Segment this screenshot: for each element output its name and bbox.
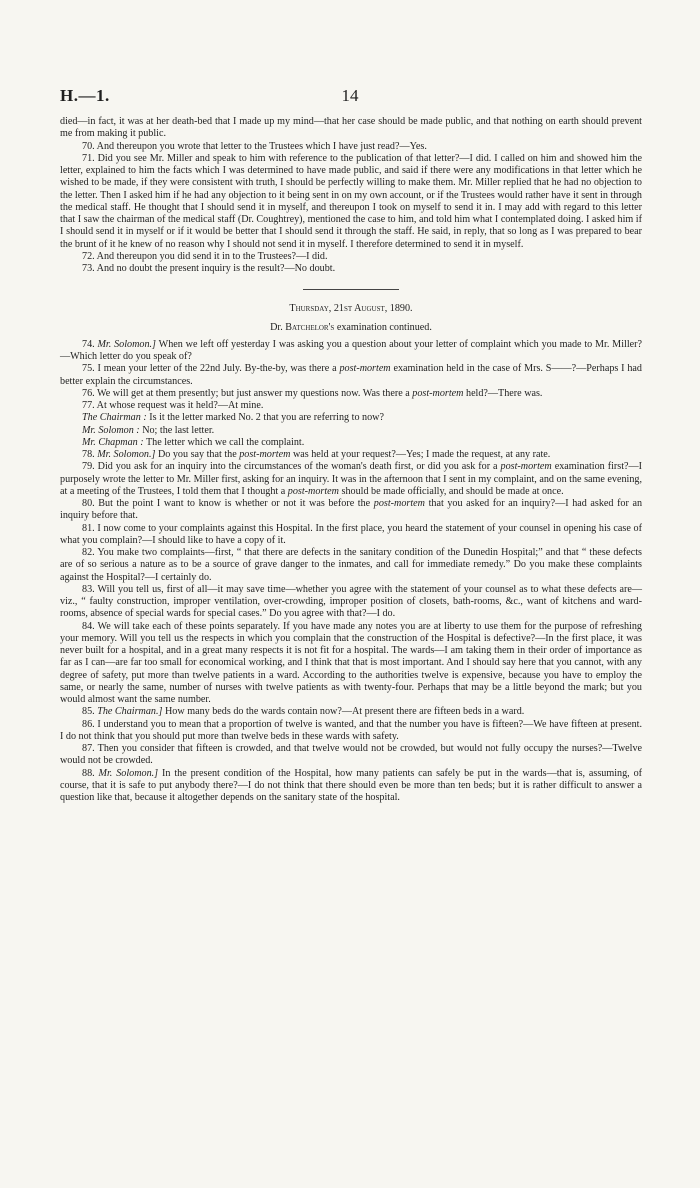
question-number: 74. [82,338,95,350]
question-number: 88. [82,767,95,779]
document-id: H.—1. [60,86,110,105]
speaker-name: Mr. Solomon : [82,424,140,436]
question-text: 79. Did you ask for an inquiry into the circumstances of the woman's death first, or did you ask for a [82,461,498,473]
speaker-name: Mr. Solomon.] [97,449,156,460]
paragraph: 73. And no doubt the present inquiry is the result?—No doubt. [82,263,336,274]
solomon-remark [60,425,642,437]
paragraph: 70. And thereupon you wrote that letter to the Trustees which I have just read?—Yes. [82,140,427,152]
question-text: held?—There was. [466,387,543,399]
question-text: When we left off yesterday I was asking you a question about your letter of complaint which you made to Mr. Miller?—Which letter do you speak of? [60,338,642,362]
emphasis-text: post-mortem [339,363,391,375]
question-text: 75. I mean your letter of the 22nd July. By-the-by, was there a [82,363,337,375]
date-heading: Thursday, 21st August, 1890. [289,303,413,315]
question-76 [60,388,642,400]
page-header [60,86,640,108]
question-text: should be made officially, and should be made at once. [341,485,564,497]
question-text: examination held in the case of Mrs. S——?—Perhaps I had better explain the circumstances. [60,363,642,387]
emphasis-text: post-mortem [239,449,291,460]
speaker-name: Mr. Solomon.] [98,767,159,779]
question-80 [60,498,642,523]
question-83: 83. Will you tell us, first of all—it may save time—whether you agree with the statement of your counsel as to what these defects are—viz., “ faulty construction, improper ventilation, over-crowding, improper position of closets, bath-rooms, &c., want of kitchens and ward-rooms, absence of special wards for special cases.” Do you agree with that?—I do. [60,583,642,620]
section-divider [303,289,399,290]
section-subheading [60,322,642,334]
subheading-name: Batchelor's [285,321,335,333]
subheading-title: Dr. [270,321,283,333]
question-text: In the present condition of the Hospital, how many patients can safely be put in the wards—that is, assuming, of course, that it is safe to put anybody there?—I do not think that there should even be more than ten beds; but it is rather difficult to answer a question like that, because it altogether depends on the sanitary state of the hospital. [60,767,643,803]
subheading-text: examination continued. [336,321,432,333]
remark-text: No; the last letter. [142,424,215,436]
speaker-name: Mr. Chapman : [82,436,144,448]
document-body [60,116,642,804]
question-text: that you asked for an inquiry?—I had asked for an inquiry before that. [60,498,643,522]
question-87: 87. Then you consider that fifteen is crowded, and that twelve would not be crowded, but would not fully occupy the nurses?—Twelve would not be crowded. [60,743,642,767]
page-number: 14 [341,86,359,105]
paragraph: 72. And thereupon you did send it in to the Trustees?—I did. [82,250,328,262]
emphasis-text: post-mortem [373,498,425,509]
remark-text: Is it the letter marked No. 2 that you are referring to now? [149,412,384,424]
question-74 [60,339,642,364]
question-75 [60,363,642,388]
emphasis-text: post-mortem [412,387,464,399]
question-text: examination first?—I purposely wrote the letter to Mr. Miller first, asking for an inquiry. It was in the afternoon that I sent in my complaint, and on the same evening, at a meeting of the Trustees, I told them that I thought a [60,461,643,497]
paragraph: died—in fact, it was at her death-bed that I made up my mind—that her case should be made public, and that nothing on earth should prevent me from making it public. [60,116,642,140]
question-78 [60,449,642,461]
question-number: 78. [82,449,95,460]
question-82: 82. You make two complaints—first, “ that there are defects in the sanitary condition of the Dunedin Hospital;” and that “ these defects are of so serious a nature as to be a source of grave danger to the inmates, and call for immediate remedy.” Do you make these complaints against the Hospital?—I certainly do. [60,547,642,583]
question-84: 84. We will take each of these points separately. If you have made any notes you are at liberty to use them for the purpose of refreshing your memory. Will you tell us the respects in which you complain that the construction of the Hospital is defective?—In the first place, it was never built for a hospital, and in a great many respects it is not fit for a hospital. The wards—I am taking them in their order of importance as far as I can—are far too small for economical working, and I think that that is most important. And I should say here that you cannot, with any degree of safety, put more than twelve patients in a ward. According to the authorities twelve is expensive, because you have to employ the same, or nearly the same, number of nurses with twelve patients as with twenty-four. Perhaps that may be a little beyond the mark; but you would almost want the same number. [60,620,642,705]
question-79 [60,461,642,498]
question-number: 85. [82,706,95,718]
speaker-name: The Chairman : [82,412,147,424]
paragraph: 71. Did you see Mr. Miller and speak to him with reference to the publication of that letter?—I did. I called on him and showed him the letter, explained to him the facts which I was determined to have made public, and said if there were any modifications in that letter which he wished to be made, if they were consistent with truth, I should be perfectly willing to make them. Mr. Miller replied that he had no objection to the letter. Then I asked him if he had any objection to it being sent in on my own account, or if the Trustees would rather have it sent in through the medical staff. He thought that I should send it in myself, and thereupon I took on myself to send it in. I may add with regard to this letter that I saw the chairman of the medical staff (Dr. Coughtrey), mentioned the case to him, and told him what I contemplated doing. I asked him if I should send it in myself or if it would be better that I should send it through the staff. He said, in reply, that so long as I was prepared to bear the brunt of it he knew of no reason why I should not send it in myself. I therefore determined to send it in myself. [60,152,642,250]
speaker-name: Mr. Solomon.] [97,338,156,350]
emphasis-text: post-mortem [500,461,552,473]
question-85 [60,706,642,718]
chairman-remark [60,412,642,424]
question-81: 81. I now come to your complaints against this Hospital. In the first place, you heard the statement of your counsel in opening his case of what you complain?—I should like to have a copy of it. [60,522,642,546]
question-text: 76. We will get at them presently; but just answer my questions now. Was there a [82,387,410,399]
question-86: 86. I understand you to mean that a proportion of twelve is wanted, and that the number you have is fifteen?—We have fifteen at present. I do not think that you should put more than twelve beds in these wards with safety. [60,718,642,742]
question-text: 80. But the point I want to know is whether or not it was before the [82,498,371,509]
question-88 [60,768,642,805]
question-77: 77. At whose request was it held?—At mine. [82,400,264,411]
speaker-name: The Chairman.] [97,706,163,718]
remark-text: The letter which we call the complaint. [145,436,305,448]
question-text: Do you say that the [157,449,237,460]
emphasis-text: post-mortem [287,485,339,497]
question-text: was held at your request?—Yes; I made the request, at any rate. [292,449,551,460]
question-text: How many beds do the wards contain now?—At present there are fifteen beds in a ward. [164,706,525,718]
chapman-remark [60,437,642,449]
